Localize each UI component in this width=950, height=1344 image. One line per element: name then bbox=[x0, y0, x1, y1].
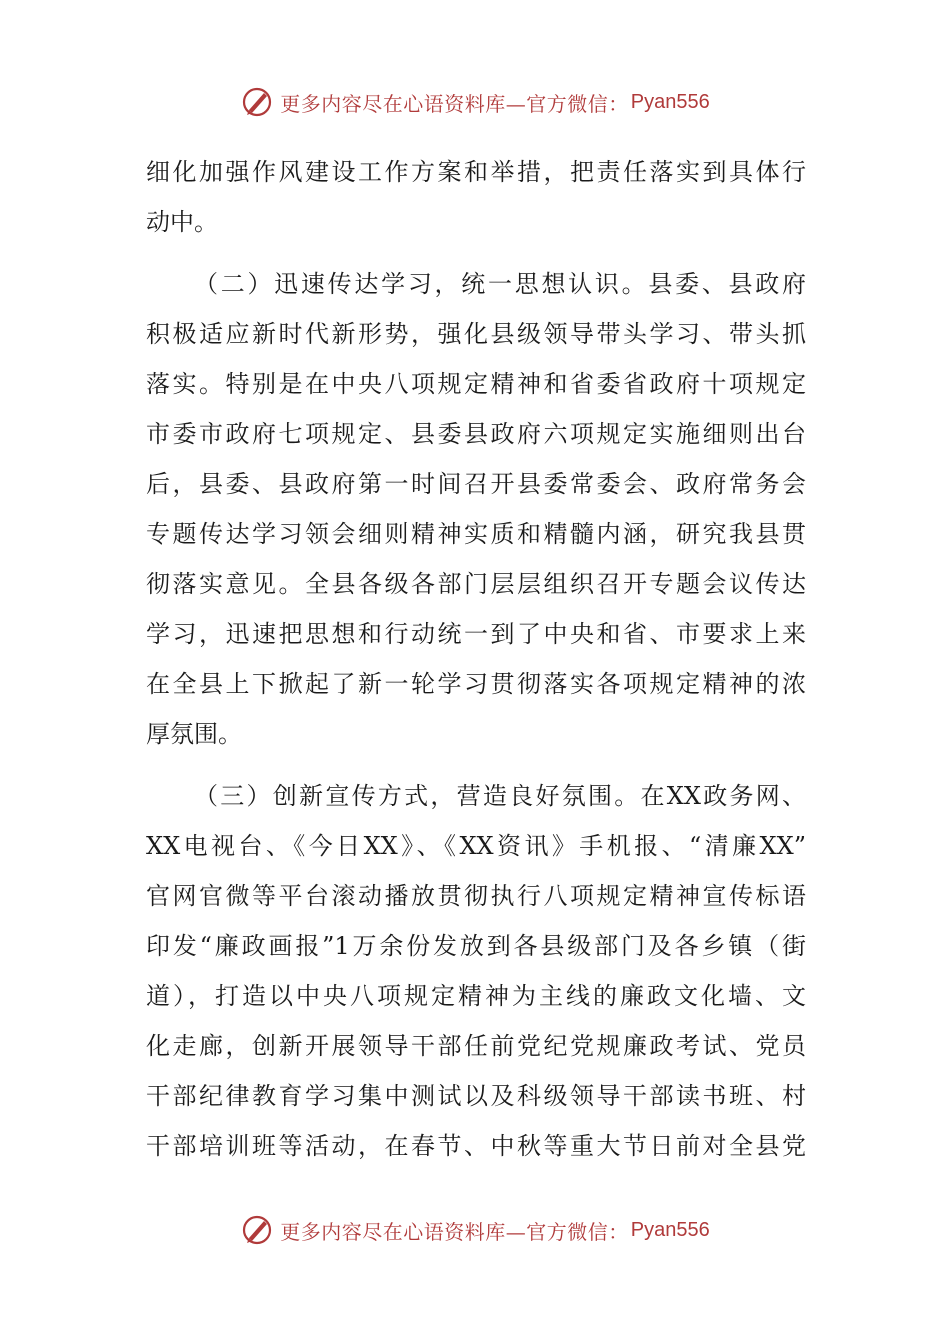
pen-logo-icon bbox=[240, 85, 274, 119]
watermark-id: Pyan556 bbox=[630, 90, 710, 113]
paragraph bbox=[146, 259, 806, 759]
text-line: 落实。特别是在中央八项规定精神和省委省政府十项规定 bbox=[146, 370, 806, 398]
pen-logo-icon bbox=[240, 1213, 274, 1247]
text-line: 化走廊，创新开展领导干部任前党纪党规廉政考试、党员 bbox=[146, 1032, 806, 1060]
header-watermark bbox=[0, 82, 950, 122]
text-line: 厚氛围。 bbox=[146, 720, 242, 748]
text-line: 在全县上下掀起了新一轮学习贯彻落实各项规定精神的浓 bbox=[146, 670, 806, 698]
watermark-text: 更多内容尽在心语资料库—官方微信： bbox=[280, 91, 629, 116]
text-line: 动中。 bbox=[146, 208, 218, 236]
paragraph bbox=[146, 771, 806, 1171]
text-line: 后，县委、县政府第一时间召开县委常委会、政府常务会 bbox=[146, 470, 806, 498]
text-line: XX电视台、《今日XX》、《XX资讯》手机报、“清廉XX” bbox=[146, 832, 806, 860]
document-body bbox=[146, 147, 806, 1171]
text-line: 专题传达学习领会细则精神实质和精髓内涵，研究我县贯 bbox=[146, 520, 806, 548]
footer-watermark bbox=[0, 1210, 950, 1250]
text-line: 学习，迅速把思想和行动统一到了中央和省、市要求上来 bbox=[146, 620, 806, 648]
watermark-id: Pyan556 bbox=[630, 1218, 710, 1241]
text-line: 细化加强作风建设工作方案和举措，把责任落实到具体行 bbox=[146, 158, 806, 186]
text-line: 彻落实意见。全县各级各部门层层组织召开专题会议传达 bbox=[146, 570, 806, 598]
text-line: 市委市政府七项规定、县委县政府六项规定实施细则出台 bbox=[146, 420, 806, 448]
text-line: 干部培训班等活动，在春节、中秋等重大节日前对全县党 bbox=[146, 1132, 806, 1160]
text-line: 印发“廉政画报”1万余份发放到各县级部门及各乡镇（街 bbox=[146, 932, 806, 960]
watermark-text: 更多内容尽在心语资料库—官方微信： bbox=[280, 1219, 629, 1244]
text-line: 道），打造以中央八项规定精神为主线的廉政文化墙、文 bbox=[146, 982, 806, 1010]
text-line: 干部纪律教育学习集中测试以及科级领导干部读书班、村 bbox=[146, 1082, 806, 1110]
text-line: 官网官微等平台滚动播放贯彻执行八项规定精神宣传标语 bbox=[146, 882, 806, 910]
paragraph bbox=[146, 147, 806, 247]
text-line: 积极适应新时代新形势，强化县级领导带头学习、带头抓 bbox=[146, 320, 806, 348]
text-line: （二）迅速传达学习，统一思想认识。县委、县政府 bbox=[194, 270, 806, 298]
text-line: （三）创新宣传方式，营造良好氛围。在XX政务网、 bbox=[194, 782, 806, 810]
